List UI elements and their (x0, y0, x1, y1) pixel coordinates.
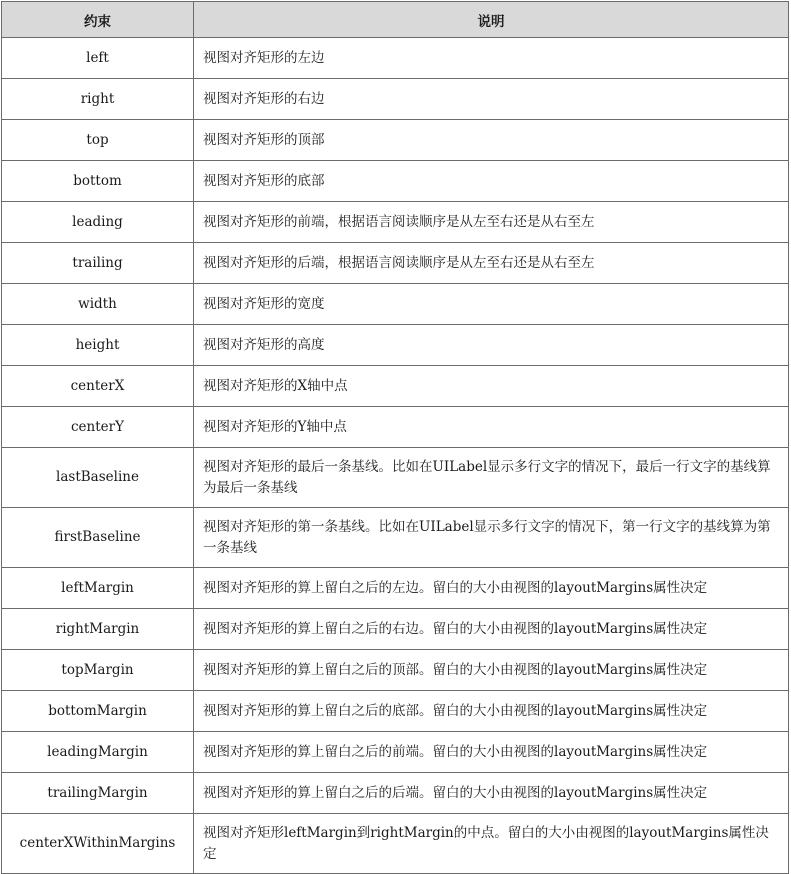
table-row (2, 243, 789, 284)
constraint-name: centerX (2, 366, 194, 407)
table-row (2, 366, 789, 407)
constraint-description: 视图对齐矩形的前端，根据语言阅读顺序是从左至右还是从右至左 (194, 202, 789, 243)
constraint-name: lastBaseline (2, 448, 194, 508)
constraint-name: right (2, 79, 194, 120)
constraint-description: 视图对齐矩形的右边 (194, 79, 789, 120)
table-row (2, 650, 789, 691)
constraint-description: 视图对齐矩形的算上留白之后的前端。留白的大小由视图的layoutMargins属性决定 (194, 732, 789, 773)
constraint-description: 视图对齐矩形的X轴中点 (194, 366, 789, 407)
constraint-name: leadingMargin (2, 732, 194, 773)
table-header (2, 2, 789, 38)
constraint-description: 视图对齐矩形的宽度 (194, 284, 789, 325)
table-row (2, 609, 789, 650)
table-row (2, 814, 789, 874)
table-row (2, 407, 789, 448)
constraint-name: centerXWithinMargins (2, 814, 194, 874)
header-row (2, 2, 789, 38)
table-row (2, 284, 789, 325)
constraint-name: topMargin (2, 650, 194, 691)
constraint-name: top (2, 120, 194, 161)
constraint-description: 视图对齐矩形的最后一条基线。比如在UILabel显示多行文字的情况下，最后一行文字的基线算为最后一条基线 (194, 448, 789, 508)
table-row (2, 732, 789, 773)
table-row (2, 448, 789, 508)
constraint-name: width (2, 284, 194, 325)
constraint-description: 视图对齐矩形的高度 (194, 325, 789, 366)
constraint-name: bottomMargin (2, 691, 194, 732)
constraints-table (1, 1, 789, 874)
table-row (2, 161, 789, 202)
table-row (2, 79, 789, 120)
constraint-description: 视图对齐矩形的后端，根据语言阅读顺序是从左至右还是从右至左 (194, 243, 789, 284)
table-row (2, 508, 789, 568)
constraint-name: left (2, 38, 194, 79)
constraint-name: leftMargin (2, 568, 194, 609)
constraint-name: height (2, 325, 194, 366)
constraint-name: firstBaseline (2, 508, 194, 568)
constraint-description: 视图对齐矩形leftMargin到rightMargin的中点。留白的大小由视图的layoutMargins属性决定 (194, 814, 789, 874)
constraint-description: 视图对齐矩形的算上留白之后的左边。留白的大小由视图的layoutMargins属性决定 (194, 568, 789, 609)
constraint-description: 视图对齐矩形的Y轴中点 (194, 407, 789, 448)
table-row (2, 691, 789, 732)
constraint-name: trailing (2, 243, 194, 284)
constraint-description: 视图对齐矩形的第一条基线。比如在UILabel显示多行文字的情况下，第一行文字的基线算为第一条基线 (194, 508, 789, 568)
table-row (2, 202, 789, 243)
constraint-description: 视图对齐矩形的底部 (194, 161, 789, 202)
constraint-name: trailingMargin (2, 773, 194, 814)
header-description: 说明 (194, 2, 789, 38)
constraint-name: rightMargin (2, 609, 194, 650)
table-row (2, 38, 789, 79)
constraint-name: centerY (2, 407, 194, 448)
table-row (2, 568, 789, 609)
constraint-description: 视图对齐矩形的顶部 (194, 120, 789, 161)
header-constraint: 约束 (2, 2, 194, 38)
constraint-name: bottom (2, 161, 194, 202)
constraint-description: 视图对齐矩形的算上留白之后的底部。留白的大小由视图的layoutMargins属性决定 (194, 691, 789, 732)
constraint-description: 视图对齐矩形的算上留白之后的后端。留白的大小由视图的layoutMargins属性决定 (194, 773, 789, 814)
table-row (2, 325, 789, 366)
table-body (2, 38, 789, 874)
table-row (2, 773, 789, 814)
constraint-name: leading (2, 202, 194, 243)
constraint-description: 视图对齐矩形的算上留白之后的右边。留白的大小由视图的layoutMargins属性决定 (194, 609, 789, 650)
constraint-description: 视图对齐矩形的算上留白之后的顶部。留白的大小由视图的layoutMargins属性决定 (194, 650, 789, 691)
table-row (2, 120, 789, 161)
constraint-description: 视图对齐矩形的左边 (194, 38, 789, 79)
